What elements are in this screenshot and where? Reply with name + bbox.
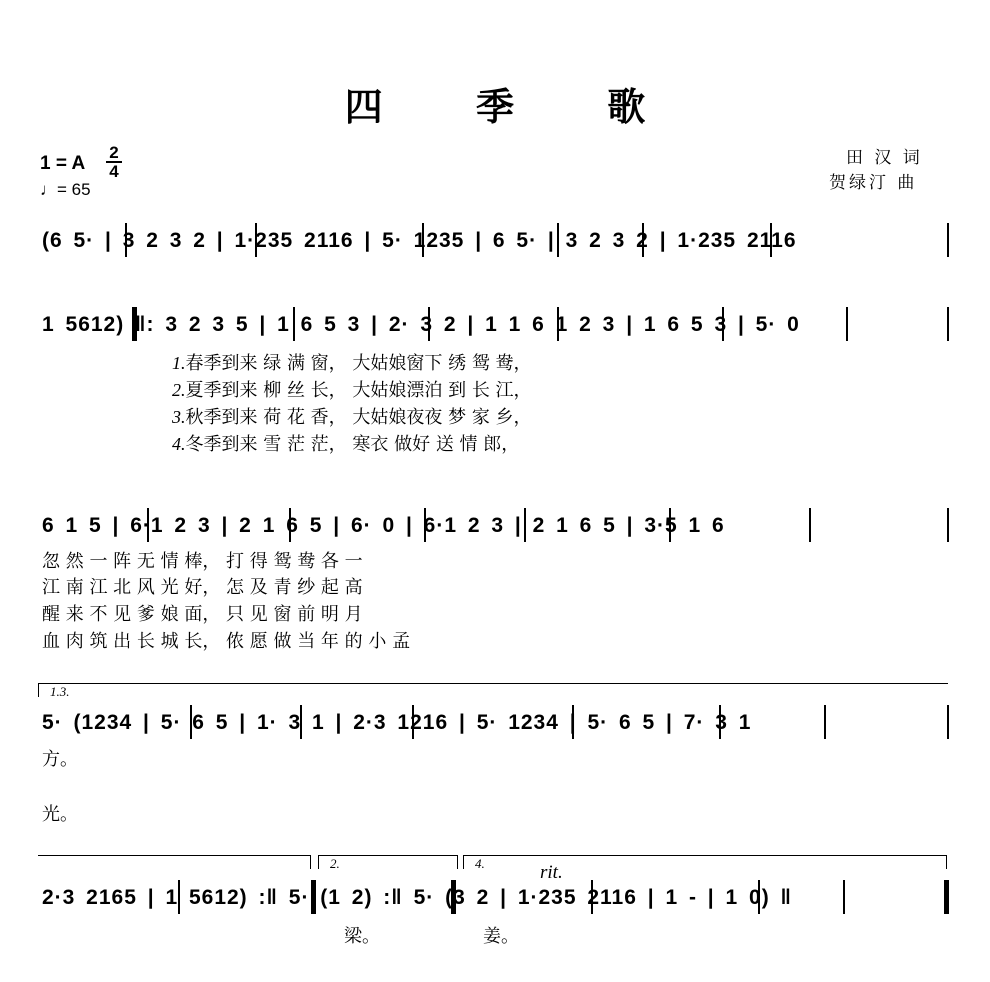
volta-tick bbox=[318, 855, 319, 869]
verse-number: 4. bbox=[172, 434, 186, 454]
tempo-marking bbox=[40, 180, 91, 200]
ritardando-marking: rit. bbox=[540, 862, 563, 883]
volta-tick bbox=[946, 855, 947, 869]
key-signature: 1 = A bbox=[40, 153, 86, 174]
ending-lyric-4: 姜。 bbox=[483, 926, 519, 947]
notation-line-4: 5· (1234 | 5· 6 5 | 1· 3 1 | 2·3 1216 | 5· 1234 | 5· 6 5 | 7· 3 1 bbox=[42, 711, 752, 734]
volta-label-2: 2. bbox=[330, 856, 340, 871]
verse-number: 1. bbox=[172, 353, 186, 373]
volta-tick bbox=[38, 683, 39, 697]
ending-lyric-2: 梁。 bbox=[344, 926, 380, 947]
verse-2-line-b: 江 南 江 北 风 光 好， 怎 及 青 纱 起 高 bbox=[42, 577, 363, 598]
staff-system-1 bbox=[38, 223, 950, 263]
barline bbox=[843, 880, 845, 914]
notation-line-1: (6 5· | 3 2 3 2 | 1·235 2116 | 5· 1235 | 6 5· | 3 2 3 2 | 1·235 2116 bbox=[42, 229, 797, 252]
notation-line-3: 6 1 5 | 6·1 2 3 | 2 1 6 5 | 6· 0 | 6·1 2 3 | 2 1 6 5 | 3·5 1 6 bbox=[42, 514, 725, 537]
volta-tick bbox=[310, 855, 311, 869]
barline bbox=[947, 307, 949, 341]
verse-number: 2. bbox=[172, 380, 186, 400]
tempo-value: = 65 bbox=[57, 180, 91, 199]
volta-tick bbox=[457, 855, 458, 869]
notation-line-5: 2·3 2165 | 1 5612) :‖ 5· (1 2) :‖ 5· (3 2 | 1·235 2116 | 1 - | 1 0) ‖ bbox=[42, 886, 792, 909]
verse-text: 秋季到来 荷 花 香， 大姑娘夜夜 梦 家 乡， bbox=[185, 407, 532, 428]
staff-system-5 bbox=[38, 880, 950, 920]
volta-bracket-1-3 bbox=[38, 683, 948, 684]
verse-text: 春季到来 绿 满 窗， 大姑娘窗下 绣 鸳 鸯， bbox=[185, 353, 532, 374]
notation-line-2: 1 5612) ‖: 3 2 3 5 | 1 6 5 3 | 2· 3 2 | 1 1 6 1 2 3 | 1 6 5 3 | 5· 0 bbox=[42, 313, 800, 336]
volta-label-1-3: 1.3. bbox=[50, 684, 70, 699]
barline bbox=[846, 307, 848, 341]
staff-system-3 bbox=[38, 508, 950, 548]
volta-label-4: 4. bbox=[475, 856, 485, 871]
volta-tick bbox=[463, 855, 464, 869]
volta-bracket-continue bbox=[38, 855, 311, 856]
barline bbox=[947, 508, 949, 542]
time-sig-bottom: 4 bbox=[109, 162, 119, 181]
barline bbox=[809, 508, 811, 542]
lyricist-credit: 田 汉 词 bbox=[846, 148, 923, 168]
verse-3-line-a bbox=[172, 403, 532, 429]
verse-number: 3. bbox=[172, 407, 186, 427]
verse-2-line-a bbox=[172, 376, 532, 402]
verse-3-line-b: 醒 来 不 见 爹 娘 面， 只 见 窗 前 明 月 bbox=[42, 604, 363, 625]
composer-credit: 贺绿汀 曲 bbox=[829, 173, 918, 193]
final-barline bbox=[944, 880, 949, 914]
volta-bracket-4 bbox=[463, 855, 947, 856]
time-signature bbox=[106, 144, 122, 180]
verse-1-line-a bbox=[172, 349, 532, 375]
ending-lyric-3: 光。 bbox=[42, 804, 78, 825]
verse-text: 冬季到来 雪 茫 茫， 寒衣 做好 送 情 郎， bbox=[185, 434, 520, 455]
barline bbox=[947, 705, 949, 739]
staff-system-2 bbox=[38, 307, 950, 347]
ending-lyric-1: 方。 bbox=[42, 749, 78, 770]
verse-text: 夏季到来 柳 丝 长， 大姑娘漂泊 到 长 江， bbox=[185, 380, 532, 401]
quarter-note-icon: ♩ bbox=[40, 180, 57, 199]
staff-system-4 bbox=[38, 705, 950, 745]
song-title: 四 季 歌 bbox=[344, 85, 686, 129]
verse-4-line-b: 血 肉 筑 出 长 城 长， 侬 愿 做 当 年 的 小 孟 bbox=[42, 631, 411, 652]
verse-4-line-a bbox=[172, 430, 519, 456]
time-sig-top: 2 bbox=[109, 143, 119, 162]
verse-1-line-b: 忽 然 一 阵 无 情 棒， 打 得 鸳 鸯 各 一 bbox=[42, 551, 363, 572]
barline bbox=[947, 223, 949, 257]
barline bbox=[824, 705, 826, 739]
